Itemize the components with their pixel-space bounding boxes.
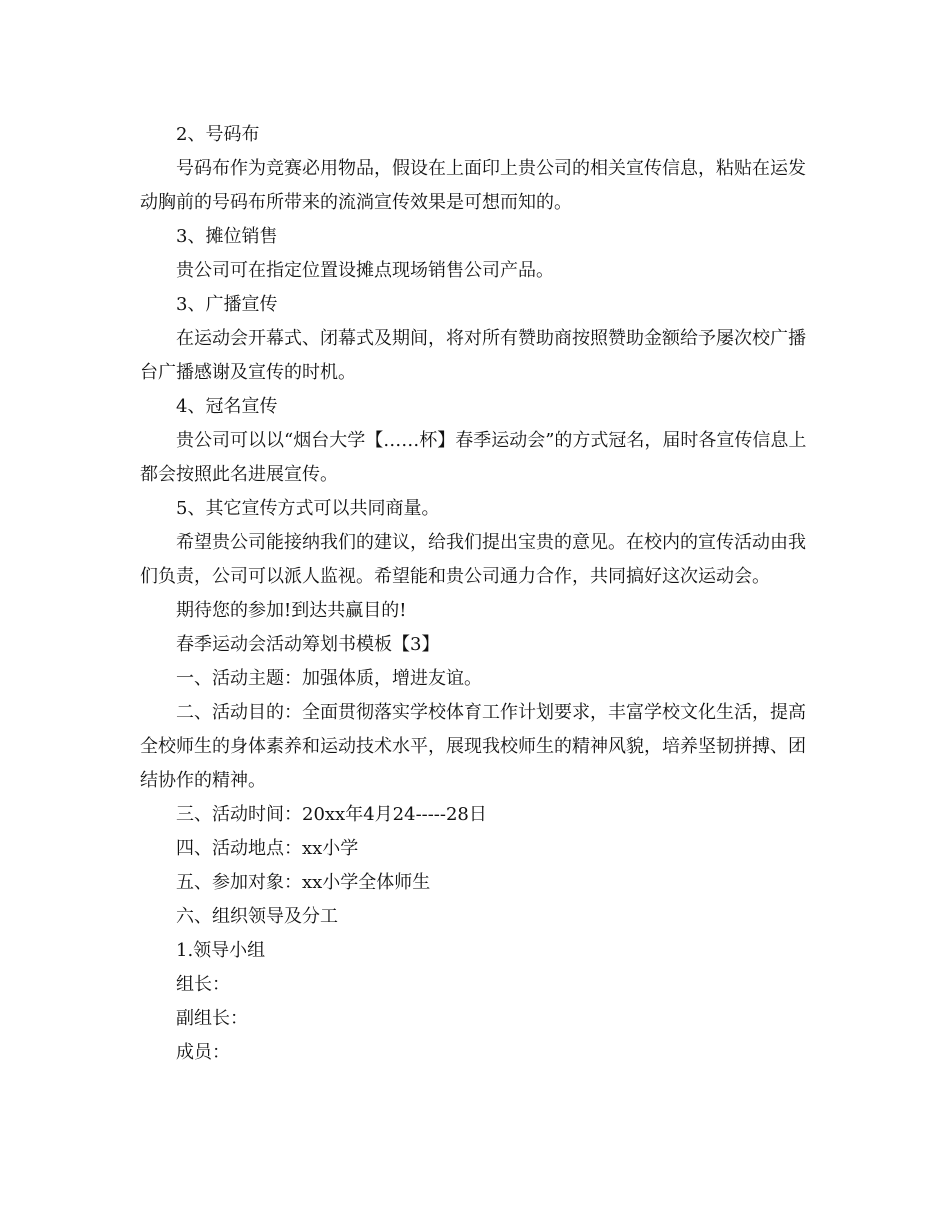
document-body <box>140 118 820 1070</box>
paragraph-location: 四、活动地点：xx小学 <box>176 838 359 859</box>
paragraph-broadcast: 在运动会开幕式、闭幕式及期间，将对所有赞助商按照赞助金额给予屡次校广播台广播感谢及宣传的时机。 <box>140 328 806 383</box>
field-deputy-leader: 副组长： <box>176 1008 248 1029</box>
paragraph-number-cloth: 号码布作为竞赛必用物品，假设在上面印上贵公司的相关宣传信息，粘贴在运发动胸前的号码布所带来的流淌宣传效果是可想而知的。 <box>140 158 806 213</box>
paragraph-booth-sales: 贵公司可在指定位置设摊点现场销售公司产品。 <box>176 260 554 281</box>
heading-leadership-group: 1.领导小组 <box>176 940 266 961</box>
paragraph-purpose: 二、活动目的：全面贯彻落实学校体育工作计划要求，丰富学校文化生活，提高全校师生的身体素养和运动技术水平，展现我校师生的精神风貌，培养坚韧拼搏、团结协作的精神。 <box>140 702 806 791</box>
paragraph-other-methods: 5、其它宣传方式可以共同商量。 <box>176 498 440 519</box>
section-title-template-3: 春季运动会活动筹划书模板【3】 <box>176 634 440 655</box>
paragraph-theme: 一、活动主题：加强体质，增进友谊。 <box>176 668 482 689</box>
heading-booth-sales: 3、摊位销售 <box>176 226 278 247</box>
paragraph-time: 三、活动时间：20xx年4月24-----28日 <box>176 804 487 825</box>
paragraph-hope: 希望贵公司能接纳我们的建议，给我们提出宝贵的意见。在校内的宣传活动由我们负责，公司可以派人监视。希望能和贵公司通力合作，共同搞好这次运动会。 <box>140 532 806 587</box>
heading-broadcast: 3、广播宣传 <box>176 294 278 315</box>
paragraph-expect: 期待您的参加!到达共赢目的! <box>176 600 407 621</box>
field-group-leader: 组长： <box>176 974 230 995</box>
field-members: 成员： <box>176 1042 230 1063</box>
heading-naming: 4、冠名宣传 <box>176 396 278 417</box>
heading-organization: 六、组织领导及分工 <box>176 906 338 927</box>
paragraph-participants: 五、参加对象：xx小学全体师生 <box>176 872 431 893</box>
paragraph-naming: 贵公司可以以“烟台大学【……杯】春季运动会”的方式冠名，届时各宣传信息上都会按照此名进展宣传。 <box>140 430 807 485</box>
heading-number-cloth: 2、号码布 <box>176 124 260 145</box>
